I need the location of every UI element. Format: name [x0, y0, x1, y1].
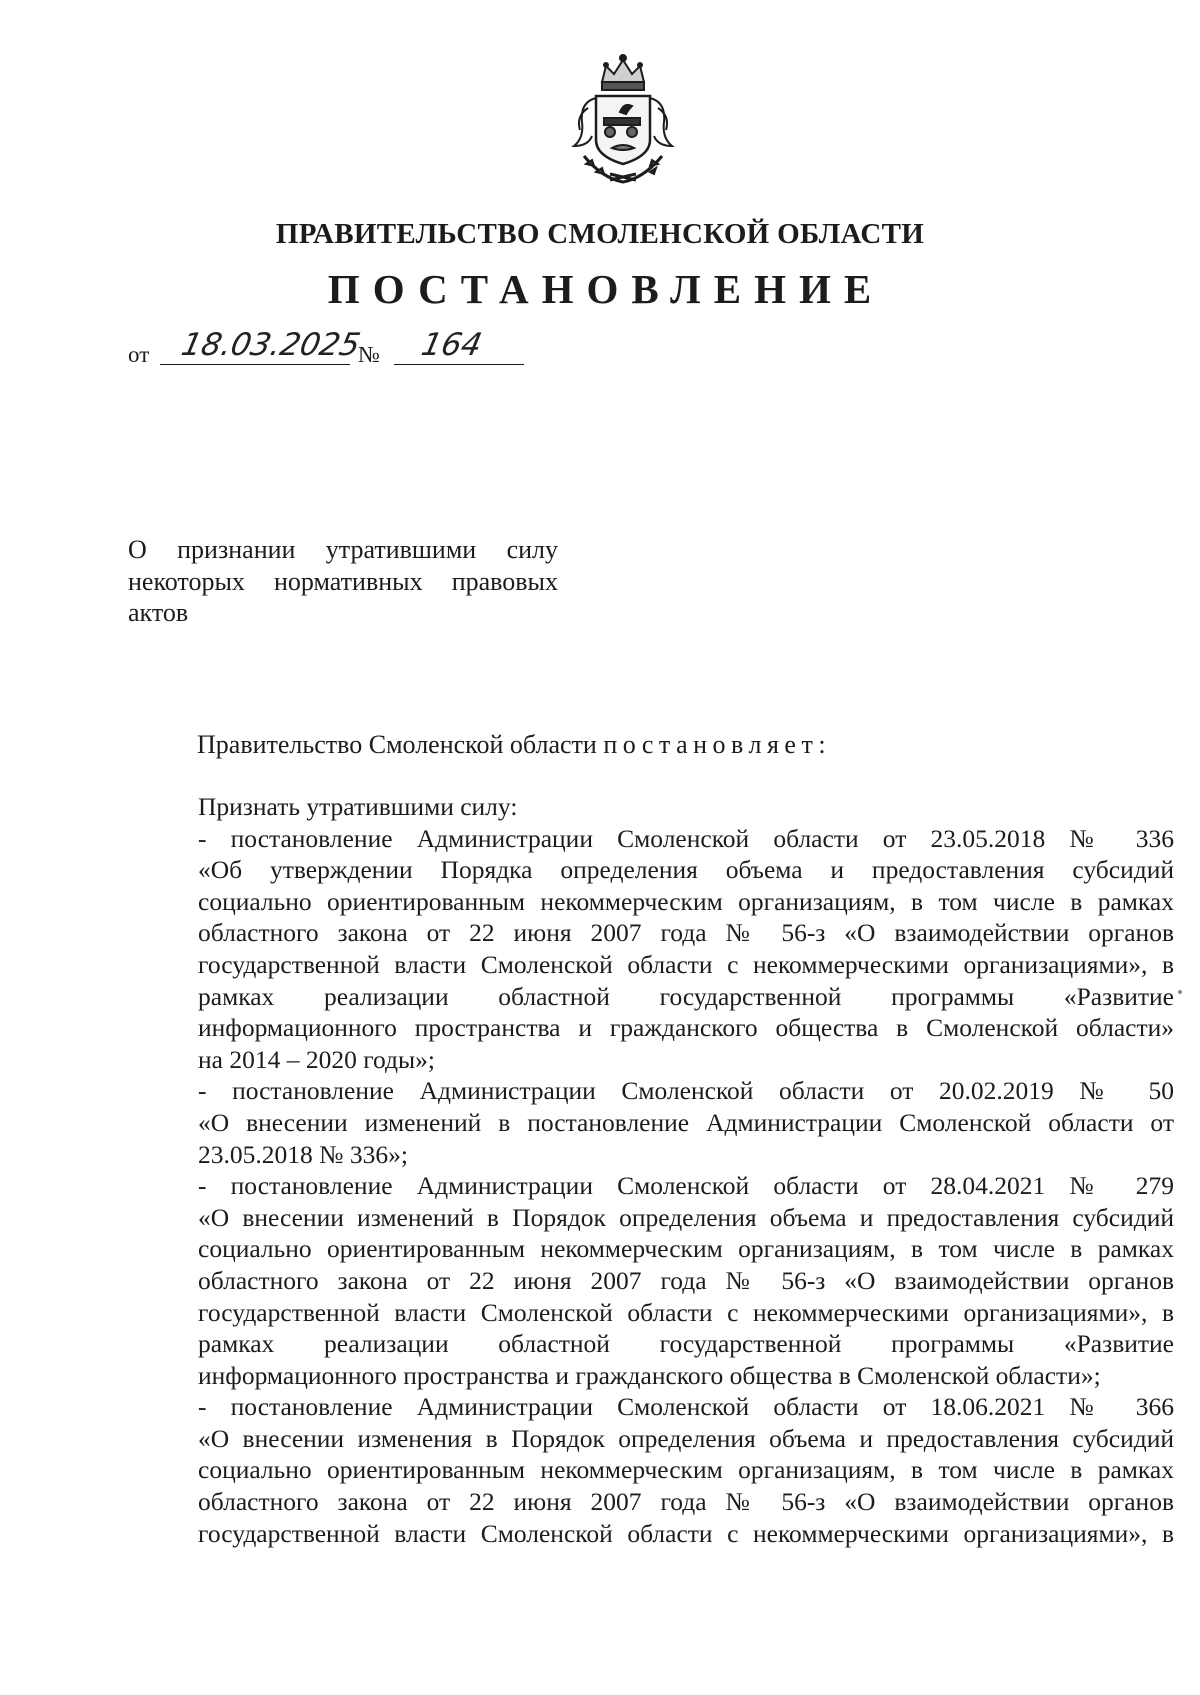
decree-prefix: Правительство Смоленской области [197, 730, 604, 759]
subject-line: актов [128, 598, 189, 627]
item-line: государственной власти Смоленской области с некоммерческими организациями», в [198, 1297, 1174, 1327]
date-label: от [128, 342, 150, 367]
body-intro: Признать утратившими силу: [198, 792, 518, 821]
item-line: 23.05.2018 № 336»; [198, 1139, 408, 1169]
item-line: информационного пространства и гражданского общества в Смоленской области»; [198, 1360, 1101, 1390]
smolensk-coat-of-arms-icon [566, 52, 680, 188]
scan-speck [1178, 990, 1182, 994]
document-subject [128, 534, 558, 629]
date-value: 18.03.2025 [178, 327, 364, 363]
item-line: рамках реализации областной государственной программы «Развитие [198, 981, 1174, 1011]
repealed-act-item [128, 1170, 1174, 1391]
item-line: «О внесении изменения в Порядок определения объема и предоставления субсидий [198, 1423, 1174, 1453]
item-line: - постановление Администрации Смоленской области от 23.05.2018 № 336 [198, 823, 1174, 853]
item-line: государственной власти Смоленской области с некоммерческими организациями», в [198, 1518, 1174, 1548]
item-line: «О внесении изменений в постановление Администрации Смоленской области от [198, 1107, 1174, 1137]
document-body [128, 791, 1174, 1549]
item-line: социально ориентированным некоммерческим организациям, в том числе в рамках [198, 1234, 1174, 1264]
document-type: ПОСТАНОВЛЕНИЕ [327, 266, 885, 312]
item-line: «О внесении изменений в Порядок определения объема и предоставления субсидий [198, 1202, 1174, 1232]
subject-line: О признании утратившими силу [128, 535, 558, 564]
number-field [394, 327, 524, 365]
item-line: - постановление Администрации Смоленской области от 20.02.2019 № 50 [198, 1076, 1174, 1106]
item-line: социально ориентированным некоммерческим организациям, в том числе в рамках [198, 886, 1174, 916]
item-line: государственной власти Смоленской области с некоммерческими организациями», в [198, 949, 1174, 979]
decree-keyword: постановляет: [603, 730, 832, 759]
decree-statement [197, 730, 831, 760]
item-line: рамках реализации областной государственной программы «Развитие [198, 1329, 1174, 1359]
number-value: 164 [418, 327, 485, 363]
issuing-authority: ПРАВИТЕЛЬСТВО СМОЛЕНСКОЙ ОБЛАСТИ [275, 218, 925, 250]
subject-line: некоторых нормативных правовых [128, 566, 558, 596]
item-line: областного закона от 22 июня 2007 года № 56-з «О взаимодействии органов [198, 1487, 1174, 1517]
item-line: на 2014 – 2020 годы»; [198, 1044, 435, 1074]
repealed-act-item [128, 823, 1174, 1076]
item-line: социально ориентированным некоммерческим организациям, в том числе в рамках [198, 1455, 1174, 1485]
repealed-act-item [128, 1075, 1174, 1170]
item-line: «Об утверждении Порядка определения объема и предоставления субсидий [198, 855, 1174, 885]
date-field [160, 327, 364, 365]
repealed-act-item [128, 1391, 1174, 1549]
item-line: - постановление Администрации Смоленской области от 28.04.2021 № 279 [198, 1171, 1174, 1201]
number-label: № [358, 342, 380, 367]
item-line: информационного пространства и гражданского общества в Смоленской области» [198, 1013, 1174, 1043]
item-line: - постановление Администрации Смоленской области от 18.06.2021 № 366 [198, 1392, 1174, 1422]
item-line: областного закона от 22 июня 2007 года № 56-з «О взаимодействии органов [198, 918, 1174, 948]
item-line: областного закона от 22 июня 2007 года № 56-з «О взаимодействии органов [198, 1265, 1174, 1295]
